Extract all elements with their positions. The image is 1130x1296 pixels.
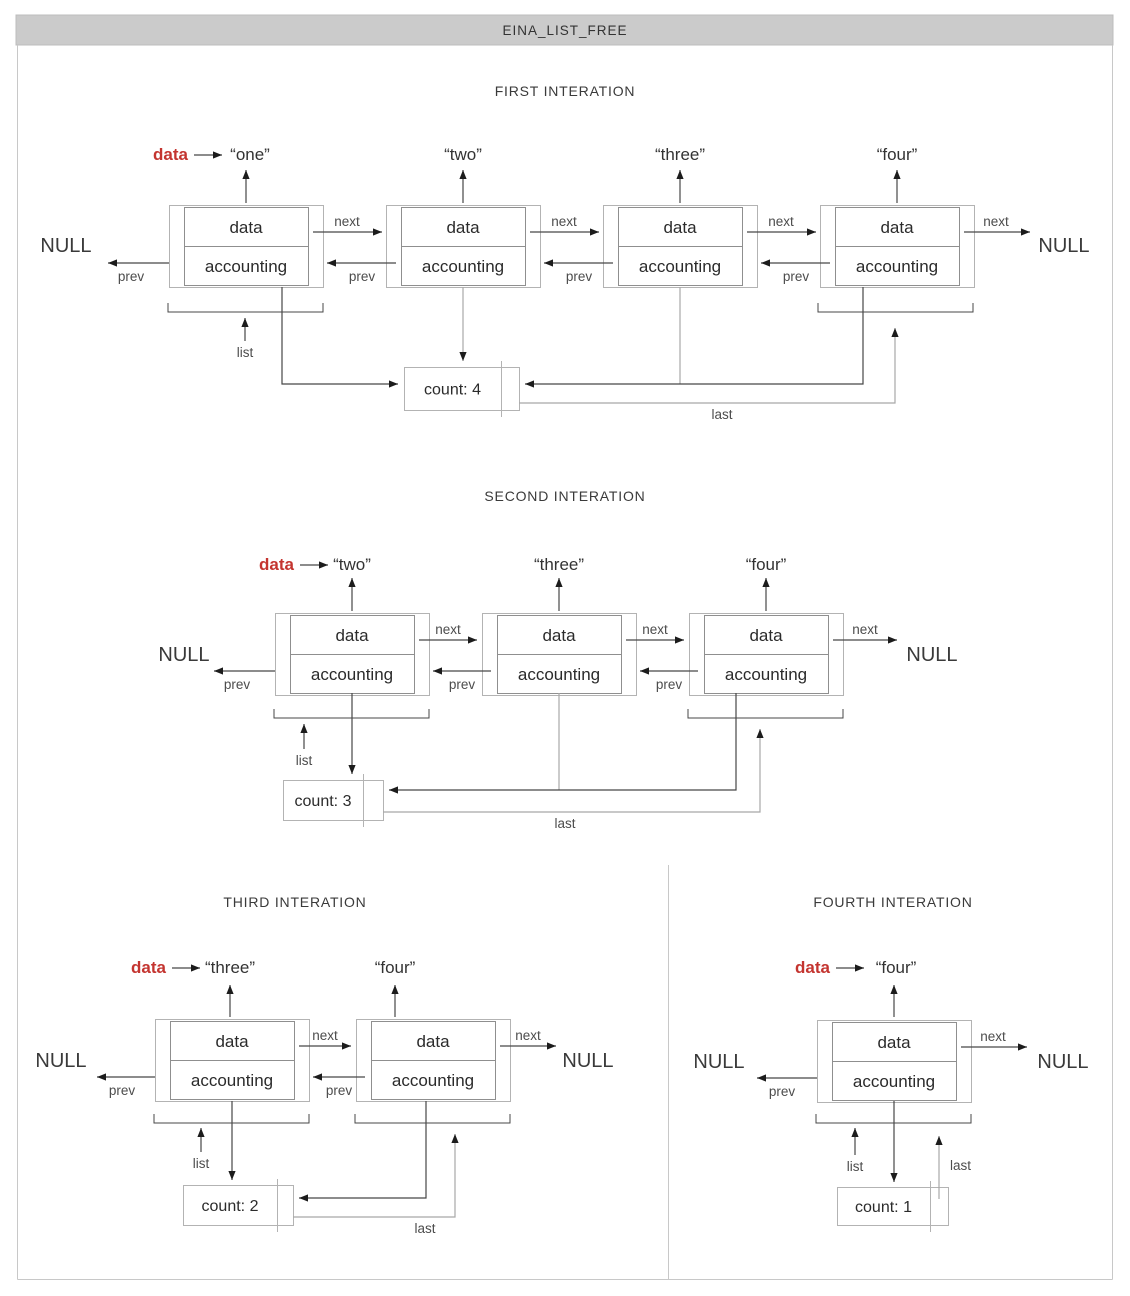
next-arrow-head	[1018, 1043, 1027, 1050]
list-label: list	[192, 1156, 210, 1171]
node-accounting-cell: accounting	[190, 1071, 274, 1090]
last-arrow-head	[451, 1134, 458, 1143]
list-node	[821, 206, 975, 288]
list-bracket	[168, 303, 323, 312]
count-box	[838, 1181, 949, 1232]
node-accounting-cell: accounting	[310, 665, 394, 684]
data-up-arrow-head	[555, 578, 562, 587]
section-second-iteration	[158, 488, 957, 831]
section-fourth-iteration	[693, 894, 1088, 1232]
next-arrow-head	[468, 636, 477, 643]
node-data-cell: data	[880, 218, 914, 237]
node-data-cell: data	[446, 218, 480, 237]
last-label: last	[414, 1221, 436, 1236]
next-arrow-head	[590, 228, 599, 235]
last-arrow-head	[756, 729, 763, 738]
prev-label: prev	[782, 269, 810, 284]
list-arrow-head	[197, 1128, 204, 1137]
value-four: “four”	[876, 145, 918, 164]
prev-label: prev	[448, 677, 476, 692]
data-pointer-arrow-head	[213, 151, 222, 158]
last-bracket	[818, 303, 973, 312]
section-title-third: THIRD INTERATION	[223, 894, 367, 910]
node-data-cell: data	[335, 626, 369, 645]
list-node	[170, 206, 324, 288]
prev-label: prev	[117, 269, 145, 284]
prev-arrow-head	[108, 259, 117, 266]
null-label-left: NULL	[158, 644, 210, 666]
section-title-second: SECOND INTERATION	[484, 488, 646, 504]
next-arrow-head	[888, 636, 897, 643]
next-label: next	[980, 1029, 1006, 1044]
data-pointer-label: data	[153, 145, 188, 164]
node-accounting-cell: accounting	[852, 1072, 936, 1091]
next-label: next	[768, 214, 794, 229]
last-label: last	[554, 816, 576, 831]
next-arrow-head	[373, 228, 382, 235]
list-node	[156, 1020, 310, 1102]
data-pointer-label: data	[795, 958, 830, 977]
next-label: next	[642, 622, 668, 637]
node-accounting-cell: accounting	[204, 257, 288, 276]
value-four: “four”	[875, 958, 917, 977]
prev-arrow-head	[757, 1074, 766, 1081]
value-two: “two”	[333, 555, 371, 574]
node-to-count-head	[525, 380, 534, 387]
null-label-right: NULL	[1038, 235, 1090, 257]
data-up-arrow-head	[391, 985, 398, 994]
last-arrow-head	[891, 328, 898, 337]
list-node	[357, 1020, 511, 1102]
prev-label: prev	[348, 269, 376, 284]
last-bracket	[688, 709, 843, 718]
data-up-arrow-head	[226, 985, 233, 994]
last-bracket	[355, 1114, 510, 1123]
section-title-fourth: FOURTH INTERATION	[813, 894, 973, 910]
last-arrow	[383, 729, 760, 812]
last-label: last	[950, 1158, 972, 1173]
next-arrow-head	[547, 1042, 556, 1049]
node-to-count	[389, 693, 736, 790]
section-title-first: FIRST INTERATION	[494, 83, 636, 99]
count-box	[184, 1179, 294, 1232]
next-label: next	[983, 214, 1009, 229]
count-box	[405, 361, 520, 417]
list-node	[387, 206, 541, 288]
data-pointer-arrow-head	[191, 964, 200, 971]
node-to-count	[525, 287, 863, 384]
list-arrow-head	[851, 1128, 858, 1137]
value-four: “four”	[745, 555, 787, 574]
node-to-count-head	[299, 1194, 308, 1201]
node-to-count-head	[389, 786, 398, 793]
list-label: list	[295, 753, 313, 768]
next-label: next	[334, 214, 360, 229]
last-arrow	[519, 328, 895, 403]
node-accounting-cell: accounting	[724, 665, 808, 684]
prev-arrow-head	[214, 667, 223, 674]
null-label-right: NULL	[906, 644, 958, 666]
node-data-cell: data	[542, 626, 576, 645]
node-to-count-head	[459, 352, 466, 361]
value-three: “three”	[533, 555, 585, 574]
node-data-cell: data	[229, 218, 263, 237]
value-three: “three”	[654, 145, 706, 164]
data-up-arrow-head	[676, 170, 683, 179]
null-label-left: NULL	[693, 1051, 745, 1073]
null-label-left: NULL	[35, 1050, 87, 1072]
node-data-cell: data	[749, 626, 783, 645]
value-one: “one”	[230, 145, 270, 164]
data-up-arrow-head	[893, 170, 900, 179]
list-node	[483, 614, 637, 696]
value-two: “two”	[444, 145, 482, 164]
null-label-left: NULL	[40, 235, 92, 257]
list-to-count-head	[890, 1173, 897, 1182]
prev-label: prev	[223, 677, 251, 692]
node-accounting-cell: accounting	[517, 665, 601, 684]
data-up-arrow-head	[890, 985, 897, 994]
data-pointer-label: data	[131, 958, 166, 977]
data-up-arrow-head	[348, 578, 355, 587]
next-label: next	[312, 1028, 338, 1043]
data-up-arrow-head	[762, 578, 769, 587]
node-to-count	[299, 1101, 426, 1198]
list-node	[690, 614, 844, 696]
node-accounting-cell: accounting	[638, 257, 722, 276]
data-up-arrow-head	[459, 170, 466, 179]
node-accounting-cell: accounting	[391, 1071, 475, 1090]
null-label-right: NULL	[562, 1050, 614, 1072]
prev-label: prev	[768, 1084, 796, 1099]
list-node	[818, 1021, 972, 1103]
null-label-right: NULL	[1037, 1051, 1089, 1073]
list-arrow-head	[241, 318, 248, 327]
next-label: next	[551, 214, 577, 229]
prev-arrow-head	[313, 1073, 322, 1080]
node-data-cell: data	[877, 1033, 911, 1052]
count-box	[284, 774, 384, 827]
prev-label: prev	[655, 677, 683, 692]
diagram-root	[35, 83, 1089, 1236]
list-node	[604, 206, 758, 288]
last-label: last	[711, 407, 733, 422]
next-label: next	[852, 622, 878, 637]
prev-arrow-head	[544, 259, 553, 266]
list-to-count-head	[228, 1171, 235, 1180]
next-label: next	[515, 1028, 541, 1043]
list-arrow-head	[300, 724, 307, 733]
list-to-count	[282, 287, 398, 384]
prev-arrow-head	[97, 1073, 106, 1080]
value-three: “three”	[204, 958, 256, 977]
section-third-iteration	[35, 894, 613, 1236]
prev-arrow-head	[433, 667, 442, 674]
node-accounting-cell: accounting	[421, 257, 505, 276]
title-bar-label: EINA_LIST_FREE	[502, 23, 628, 38]
next-arrow-head	[675, 636, 684, 643]
next-label: next	[435, 622, 461, 637]
node-data-cell: data	[663, 218, 697, 237]
data-pointer-arrow-head	[855, 964, 864, 971]
list-label: list	[236, 345, 254, 360]
list-label: list	[846, 1159, 864, 1174]
value-four: “four”	[374, 958, 416, 977]
prev-arrow-head	[761, 259, 770, 266]
list-node	[276, 614, 430, 696]
list-to-count-head	[389, 380, 398, 387]
last-arrow-head	[935, 1136, 942, 1145]
data-pointer-arrow-head	[319, 561, 328, 568]
node-data-cell: data	[215, 1032, 249, 1051]
count-value: count: 3	[294, 793, 352, 810]
prev-label: prev	[325, 1083, 353, 1098]
count-value: count: 1	[855, 1199, 912, 1216]
section-first-iteration	[40, 83, 1089, 422]
prev-label: prev	[565, 269, 593, 284]
list-to-count-head	[348, 765, 355, 774]
count-value: count: 4	[424, 381, 481, 399]
next-arrow-head	[807, 228, 816, 235]
next-arrow-head	[1021, 228, 1030, 235]
prev-arrow-head	[640, 667, 649, 674]
data-pointer-label: data	[259, 555, 294, 574]
count-value: count: 2	[201, 1198, 259, 1215]
prev-label: prev	[108, 1083, 136, 1098]
data-up-arrow-head	[242, 170, 249, 179]
last-arrow	[293, 1134, 455, 1217]
node-accounting-cell: accounting	[855, 257, 939, 276]
prev-arrow-head	[327, 259, 336, 266]
node-data-cell: data	[416, 1032, 450, 1051]
next-arrow-head	[342, 1042, 351, 1049]
